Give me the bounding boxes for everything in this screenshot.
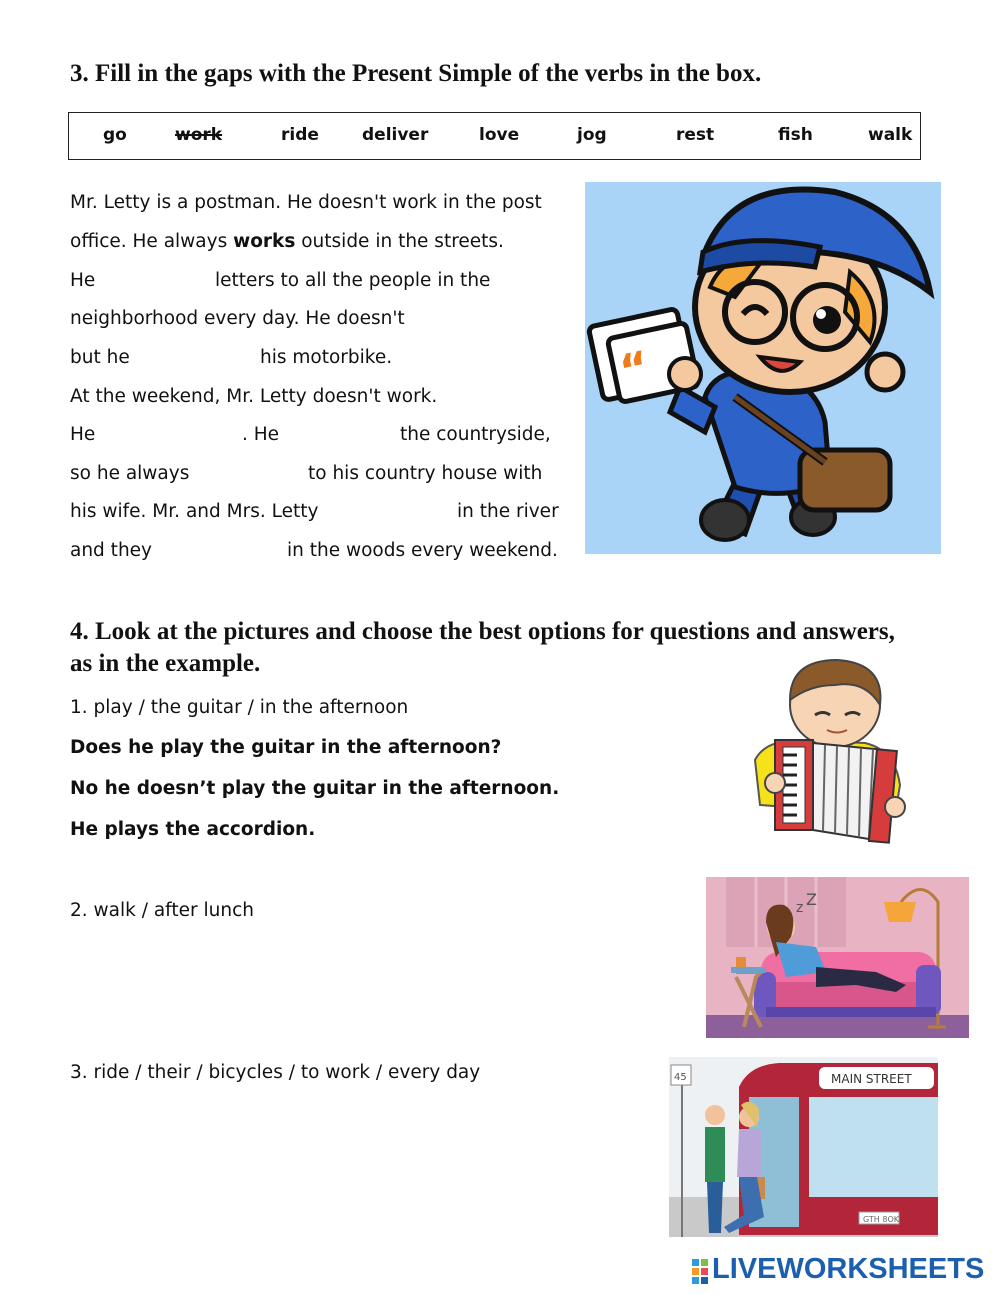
passage-line-3a: He — [70, 270, 96, 291]
gap-input-3[interactable] — [134, 344, 258, 372]
gap-input-1[interactable] — [100, 267, 212, 295]
passage-line-6: At the weekend, Mr. Letty doesn't work. — [70, 386, 438, 407]
verb-walk: walk — [868, 125, 913, 145]
svg-text:z: z — [796, 900, 804, 916]
passage-line-7b: . He — [242, 424, 280, 445]
verb-deliver: deliver — [362, 125, 429, 145]
passage-line-3b: letters to all the people in the — [215, 270, 491, 291]
liveworksheets-logo — [692, 1255, 992, 1285]
verb-rest: rest — [676, 125, 715, 145]
bus-stop-number: 45 — [674, 1072, 687, 1083]
svg-text:Z: Z — [806, 890, 817, 909]
resting-woman-image — [706, 877, 969, 1038]
section-3-title: 3. Fill in the gaps with the Present Simple of the verbs in the box. — [70, 60, 762, 87]
q2-prompt: 2. walk / after lunch — [70, 900, 254, 921]
gap-input-7[interactable] — [332, 498, 454, 526]
gap-input-6[interactable] — [198, 460, 306, 488]
passage-text: office. He always — [70, 231, 234, 252]
q1-prompt: 1. play / the guitar / in the afternoon — [70, 697, 409, 718]
q1-extra: He plays the accordion. — [70, 819, 316, 840]
section-4-title-line-2: as in the example. — [70, 650, 261, 677]
verb-love: love — [479, 125, 520, 145]
bus-plate: GTH 8OK — [863, 1215, 899, 1224]
passage-line-9a: his wife. Mr. and Mrs. Letty — [70, 501, 319, 522]
section-4-title-line-1: 4. Look at the pictures and choose the best options for questions and answers, — [70, 618, 895, 645]
passage-line-10a: and they — [70, 540, 152, 561]
gap-input-8[interactable] — [156, 537, 284, 565]
passage-line-9b: in the river — [457, 501, 559, 522]
passage-line-8a: so he always — [70, 463, 190, 484]
passage-line-5b: his motorbike. — [260, 347, 393, 368]
gap-input-5[interactable] — [285, 421, 399, 449]
gap-input-4[interactable] — [100, 421, 242, 449]
q2-answer-area[interactable] — [70, 935, 670, 1035]
q3-answer-area[interactable] — [70, 1097, 650, 1207]
svg-text:“: “ — [615, 341, 655, 398]
verb-ride: ride — [281, 125, 319, 145]
q3-prompt: 3. ride / their / bicycles / to work / every day — [70, 1062, 481, 1083]
accordion-boy-image — [745, 655, 910, 845]
passage-line-5a: but he — [70, 347, 130, 368]
postman-image — [585, 182, 941, 554]
passage-line-2 — [70, 231, 504, 252]
gap-input-2[interactable] — [412, 305, 556, 333]
passage-line-10b: in the woods every weekend. — [287, 540, 558, 561]
passage-text: outside in the streets. — [295, 231, 504, 252]
verb-box — [68, 112, 921, 160]
passage-line-4: neighborhood every day. He doesn't — [70, 308, 405, 329]
passage-line-8b: to his country house with — [308, 463, 543, 484]
verb-work: work — [175, 125, 223, 145]
verb-fish: fish — [778, 125, 813, 145]
q1-answer: No he doesn’t play the guitar in the afternoon. — [70, 778, 560, 799]
passage-line-7c: the countryside, — [400, 424, 551, 445]
liveworksheets-wordmark: LIVEWORKSHEETS — [712, 1253, 985, 1285]
bus-image — [669, 1057, 938, 1237]
verb-go: go — [103, 125, 127, 145]
q1-question: Does he play the guitar in the afternoon? — [70, 737, 502, 758]
passage-line-7a: He — [70, 424, 96, 445]
verb-jog: jog — [577, 125, 607, 145]
bus-destination-sign: MAIN STREET — [831, 1072, 912, 1086]
example-answer: works — [233, 231, 296, 252]
passage-line-1: Mr. Letty is a postman. He doesn't work in the post — [70, 192, 542, 213]
